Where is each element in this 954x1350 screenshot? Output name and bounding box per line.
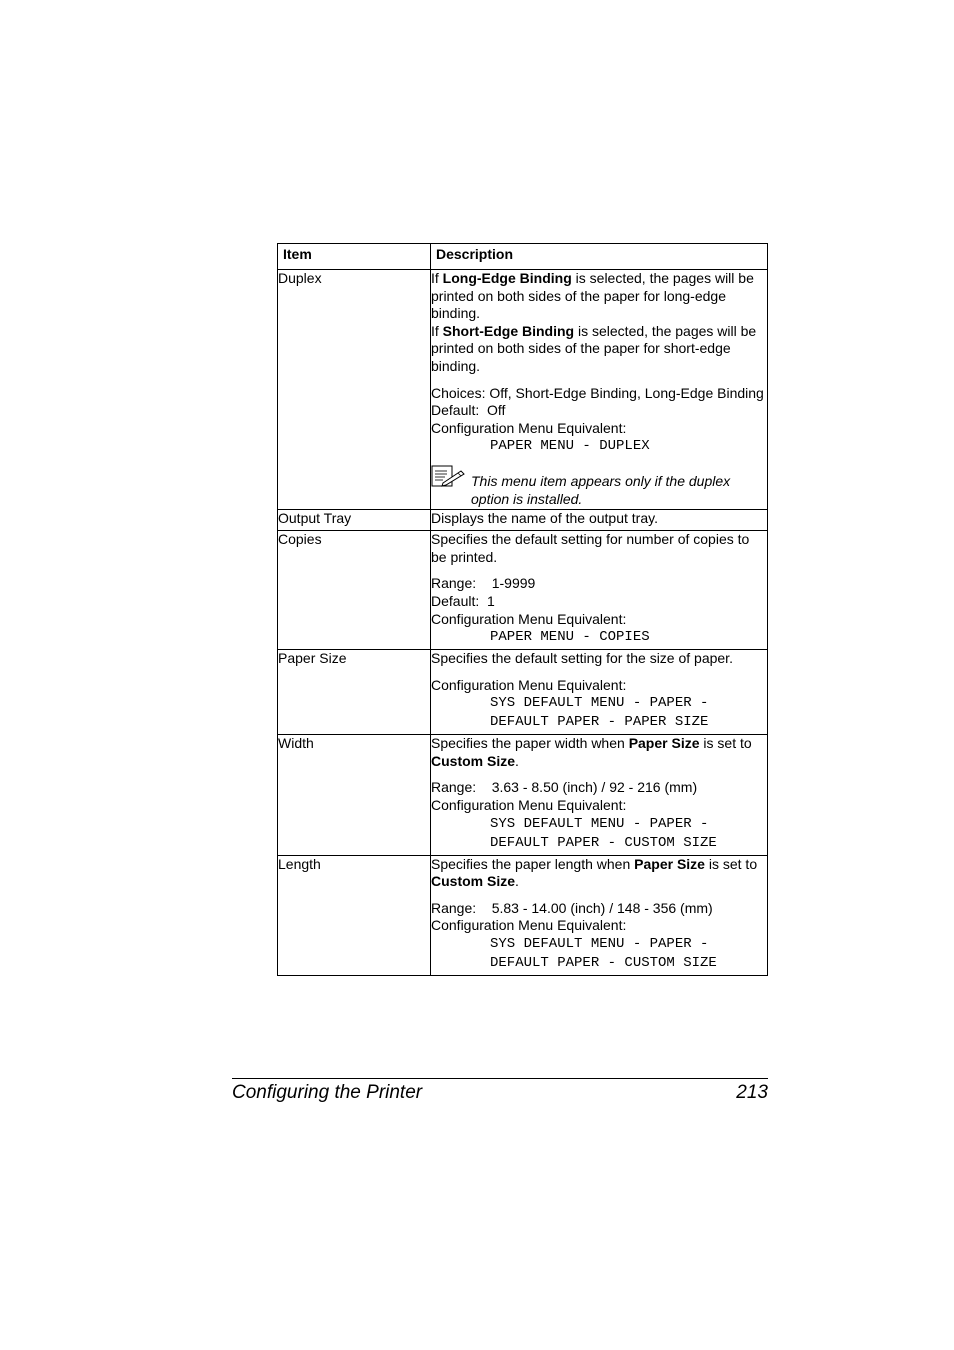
duplex-config-value: PAPER MENU - DUPLEX (490, 438, 650, 455)
footer-title: Configuring the Printer (232, 1082, 423, 1103)
table-row (278, 531, 768, 650)
copies-range: Range: 1-9999 (431, 575, 536, 592)
width-config-label: Configuration Menu Equivalent: (431, 797, 627, 814)
paper-size-desc: Specifies the default setting for the size of paper. (431, 650, 733, 667)
row-desc-width (431, 735, 768, 855)
footer-divider (232, 1078, 768, 1079)
row-desc-output-tray: Displays the name of the output tray. (431, 509, 768, 531)
length-config-label: Configuration Menu Equivalent: (431, 917, 627, 934)
copies-config-value: PAPER MENU - COPIES (490, 629, 650, 646)
width-config-line1: SYS DEFAULT MENU - PAPER - (490, 815, 709, 832)
duplex-short-edge-text: If Short-Edge Binding is selected, the pages will be printed on both sides of the paper for short-edge binding. (431, 322, 757, 374)
length-config-line2: DEFAULT PAPER - CUSTOM SIZE (490, 955, 717, 972)
note-pencil-icon (431, 465, 471, 489)
duplex-config-label: Configuration Menu Equivalent: (431, 419, 627, 436)
duplex-default: Default: Off (431, 402, 506, 419)
row-desc-copies (431, 531, 768, 650)
row-item-copies: Copies (278, 531, 431, 650)
page-number: 213 (736, 1082, 768, 1103)
header-item: Item (278, 244, 431, 270)
paper-size-config-line2: DEFAULT PAPER - PAPER SIZE (490, 714, 709, 731)
duplex-choices: Choices: Off, Short-Edge Binding, Long-Edge Binding (431, 384, 764, 401)
row-desc-length (431, 855, 768, 975)
duplex-note-text: This menu item appears only if the duplex option is installed. (471, 473, 731, 507)
table-header-row (278, 244, 768, 270)
paper-size-config-line1: SYS DEFAULT MENU - PAPER - (490, 695, 709, 712)
length-range: Range: 5.83 - 14.00 (inch) / 148 - 356 (mm) (431, 899, 713, 916)
length-desc: Specifies the paper length when Paper Size is set to Custom Size. (431, 855, 758, 890)
width-config-line2: DEFAULT PAPER - CUSTOM SIZE (490, 834, 717, 851)
row-item-length: Length (278, 855, 431, 975)
copies-default: Default: 1 (431, 592, 495, 609)
row-item-paper-size: Paper Size (278, 650, 431, 735)
table-row (278, 650, 768, 735)
width-desc: Specifies the paper width when Paper Size is set to Custom Size. (431, 735, 752, 769)
row-item-duplex: Duplex (278, 270, 431, 510)
header-description: Description (431, 244, 768, 270)
table-row (278, 855, 768, 975)
copies-config-label: Configuration Menu Equivalent: (431, 610, 627, 627)
duplex-note (431, 465, 767, 508)
row-item-width: Width (278, 735, 431, 855)
row-desc-paper-size (431, 650, 768, 735)
duplex-long-edge-text: If Long-Edge Binding is selected, the pages will be printed on both sides of the paper for long-edge binding. (431, 270, 754, 322)
table-row (278, 735, 768, 855)
settings-table (277, 243, 768, 976)
row-item-output-tray: Output Tray (278, 509, 431, 531)
table-row (278, 509, 768, 531)
paper-size-config-label: Configuration Menu Equivalent: (431, 676, 627, 693)
table-row (278, 270, 768, 510)
copies-desc: Specifies the default setting for number of copies to be printed. (431, 531, 750, 565)
length-config-line1: SYS DEFAULT MENU - PAPER - (490, 936, 709, 953)
width-range: Range: 3.63 - 8.50 (inch) / 92 - 216 (mm) (431, 779, 698, 796)
row-desc-duplex (431, 270, 768, 510)
